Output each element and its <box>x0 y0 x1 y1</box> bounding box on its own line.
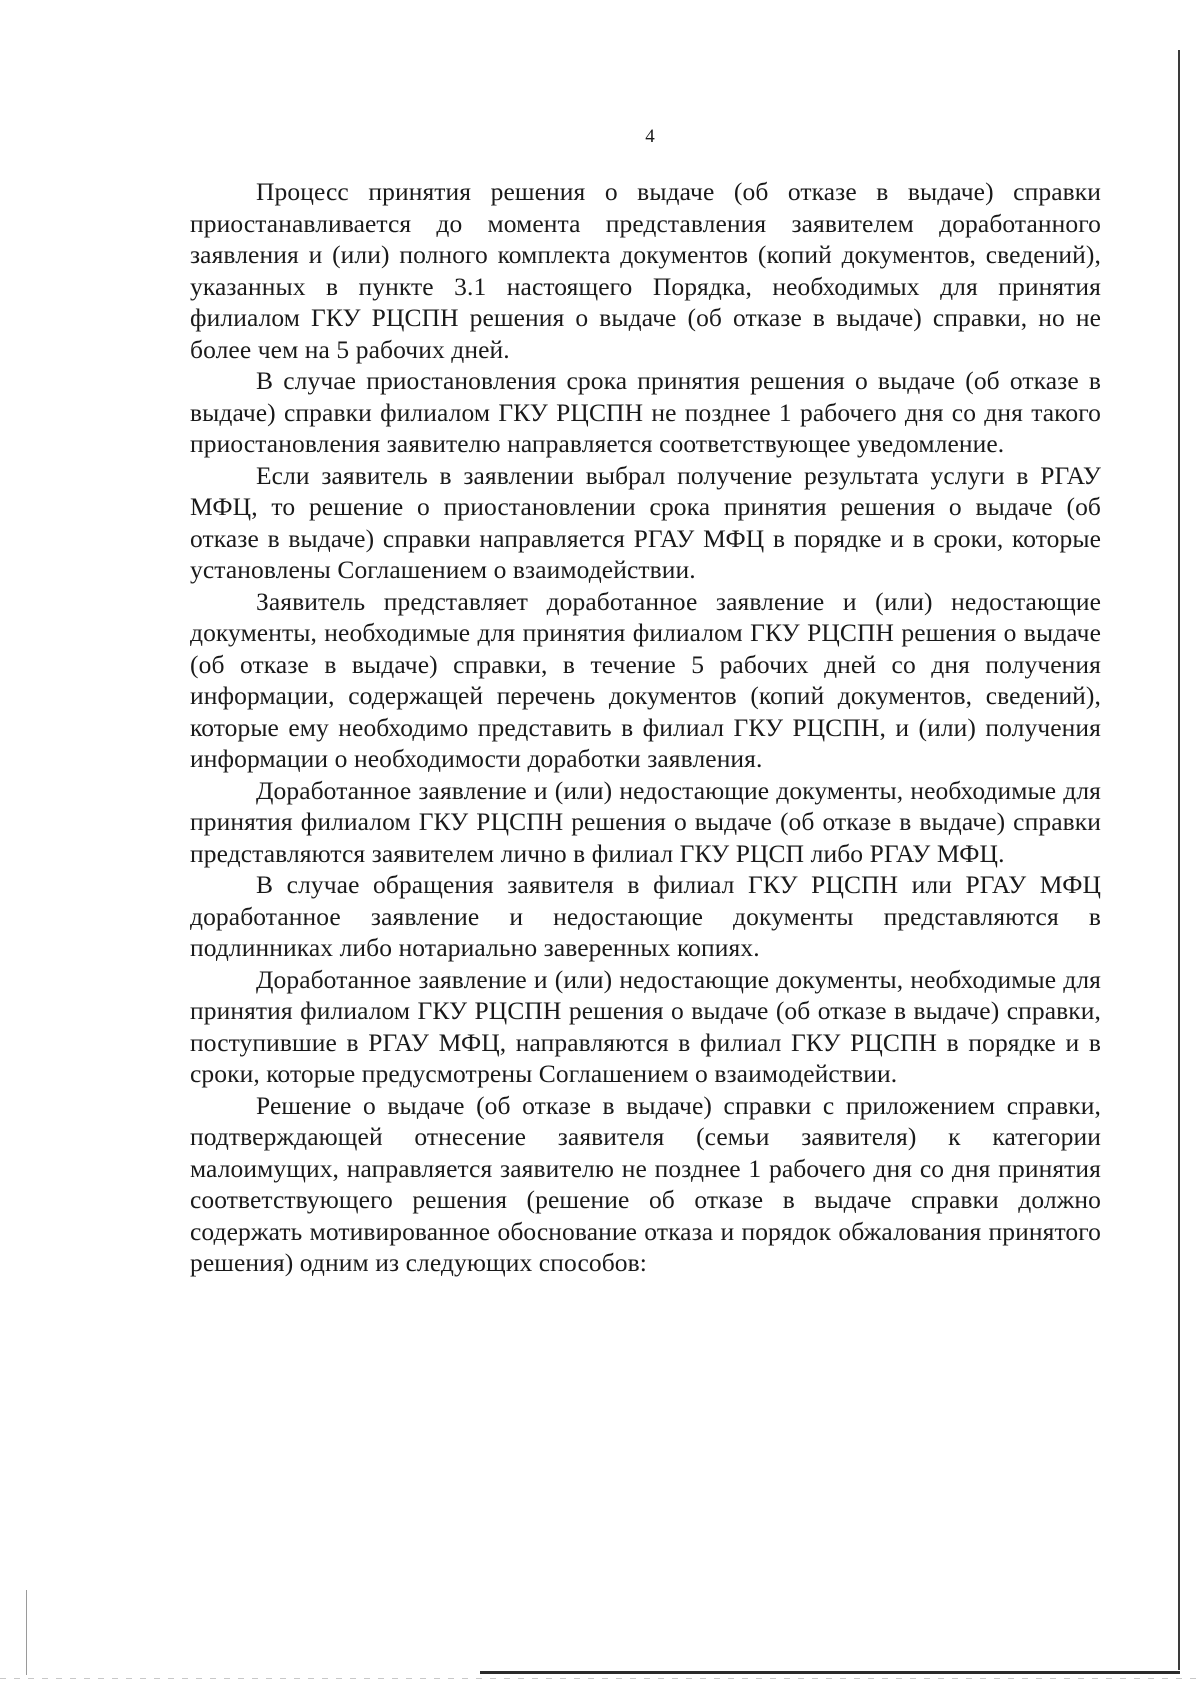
paragraph-8: Решение о выдаче (об отказе в выдаче) справки с приложением справки, подтверждающей отнесение заявителя (семьи заявителя) к категории малоимущих, направляется заявителю не позднее 1 рабочего дня со дня принятия соответствующего решения (решение об отказе в выдаче справки должно содержать мотивированное обоснование отказа и порядок обжалования принятого решения) одним из следующих способов: <box>190 1090 1101 1277</box>
scan-edge-bottom-faint <box>0 1678 1200 1679</box>
paragraph-4: Заявитель представляет доработанное заявление и (или) недостающие документы, необходимые для принятия филиалом ГКУ РЦСПН решения о выдаче (об отказе в выдаче) справки, в течение 5 рабочих дней со дня получения информации, содержащей перечень документов (копий документов, сведений), которые ему необходимо представить в филиал ГКУ РЦСПН, и (или) получения информации о необходимости доработки заявления. <box>190 586 1101 773</box>
paragraph-5: Доработанное заявление и (или) недостающие документы, необходимые для принятия филиалом ГКУ РЦСПН решения о выдаче (об отказе в выдаче) справки представляются заявителем лично в филиал ГКУ РЦСП либо РГАУ МФЦ. <box>190 775 1101 868</box>
body-text <box>190 176 1101 1279</box>
paragraph-6: В случае обращения заявителя в филиал ГКУ РЦСПН или РГАУ МФЦ доработанное заявление и недостающие документы представляются в подлинниках либо нотариально заверенных копиях. <box>190 870 1101 962</box>
scan-edge-left <box>26 1590 27 1675</box>
paragraph-2: В случае приостановления срока принятия решения о выдаче (об отказе в выдаче) справки филиалом ГКУ РЦСПН не позднее 1 рабочего дня со дня такого приостановления заявителю направляется соответствующее уведомление. <box>190 366 1101 458</box>
page-number: 4 <box>645 126 655 147</box>
paragraph-3: Если заявитель в заявлении выбрал получение результата услуги в РГАУ МФЦ, то решение о приостановлении срока принятия решения о выдаче (об отказе в выдаче) справки направляется РГАУ МФЦ в порядке и в сроки, которые установлены Соглашением о взаимодействии. <box>190 460 1101 584</box>
paragraph-7: Доработанное заявление и (или) недостающие документы, необходимые для принятия филиалом ГКУ РЦСПН решения о выдаче (об отказе в выдаче) справки, поступившие в РГАУ МФЦ, направляются в филиал ГКУ РЦСПН в порядке и в сроки, которые предусмотрены Соглашением о взаимодействии. <box>190 964 1101 1088</box>
paragraph-1: Процесс принятия решения о выдаче (об отказе в выдаче) справки приостанавливается до момента представления заявителем доработанного заявления и (или) полного комплекта документов (копий документов, сведений), указанных в пункте 3.1 настоящего Порядка, необходимых для принятия филиалом ГКУ РЦСПН решения о выдаче (об отказе в выдаче) справки, но не более чем на 5 рабочих дней. <box>190 177 1101 364</box>
scan-edge-right <box>1178 50 1180 1670</box>
scan-edge-bottom <box>480 1671 1180 1674</box>
